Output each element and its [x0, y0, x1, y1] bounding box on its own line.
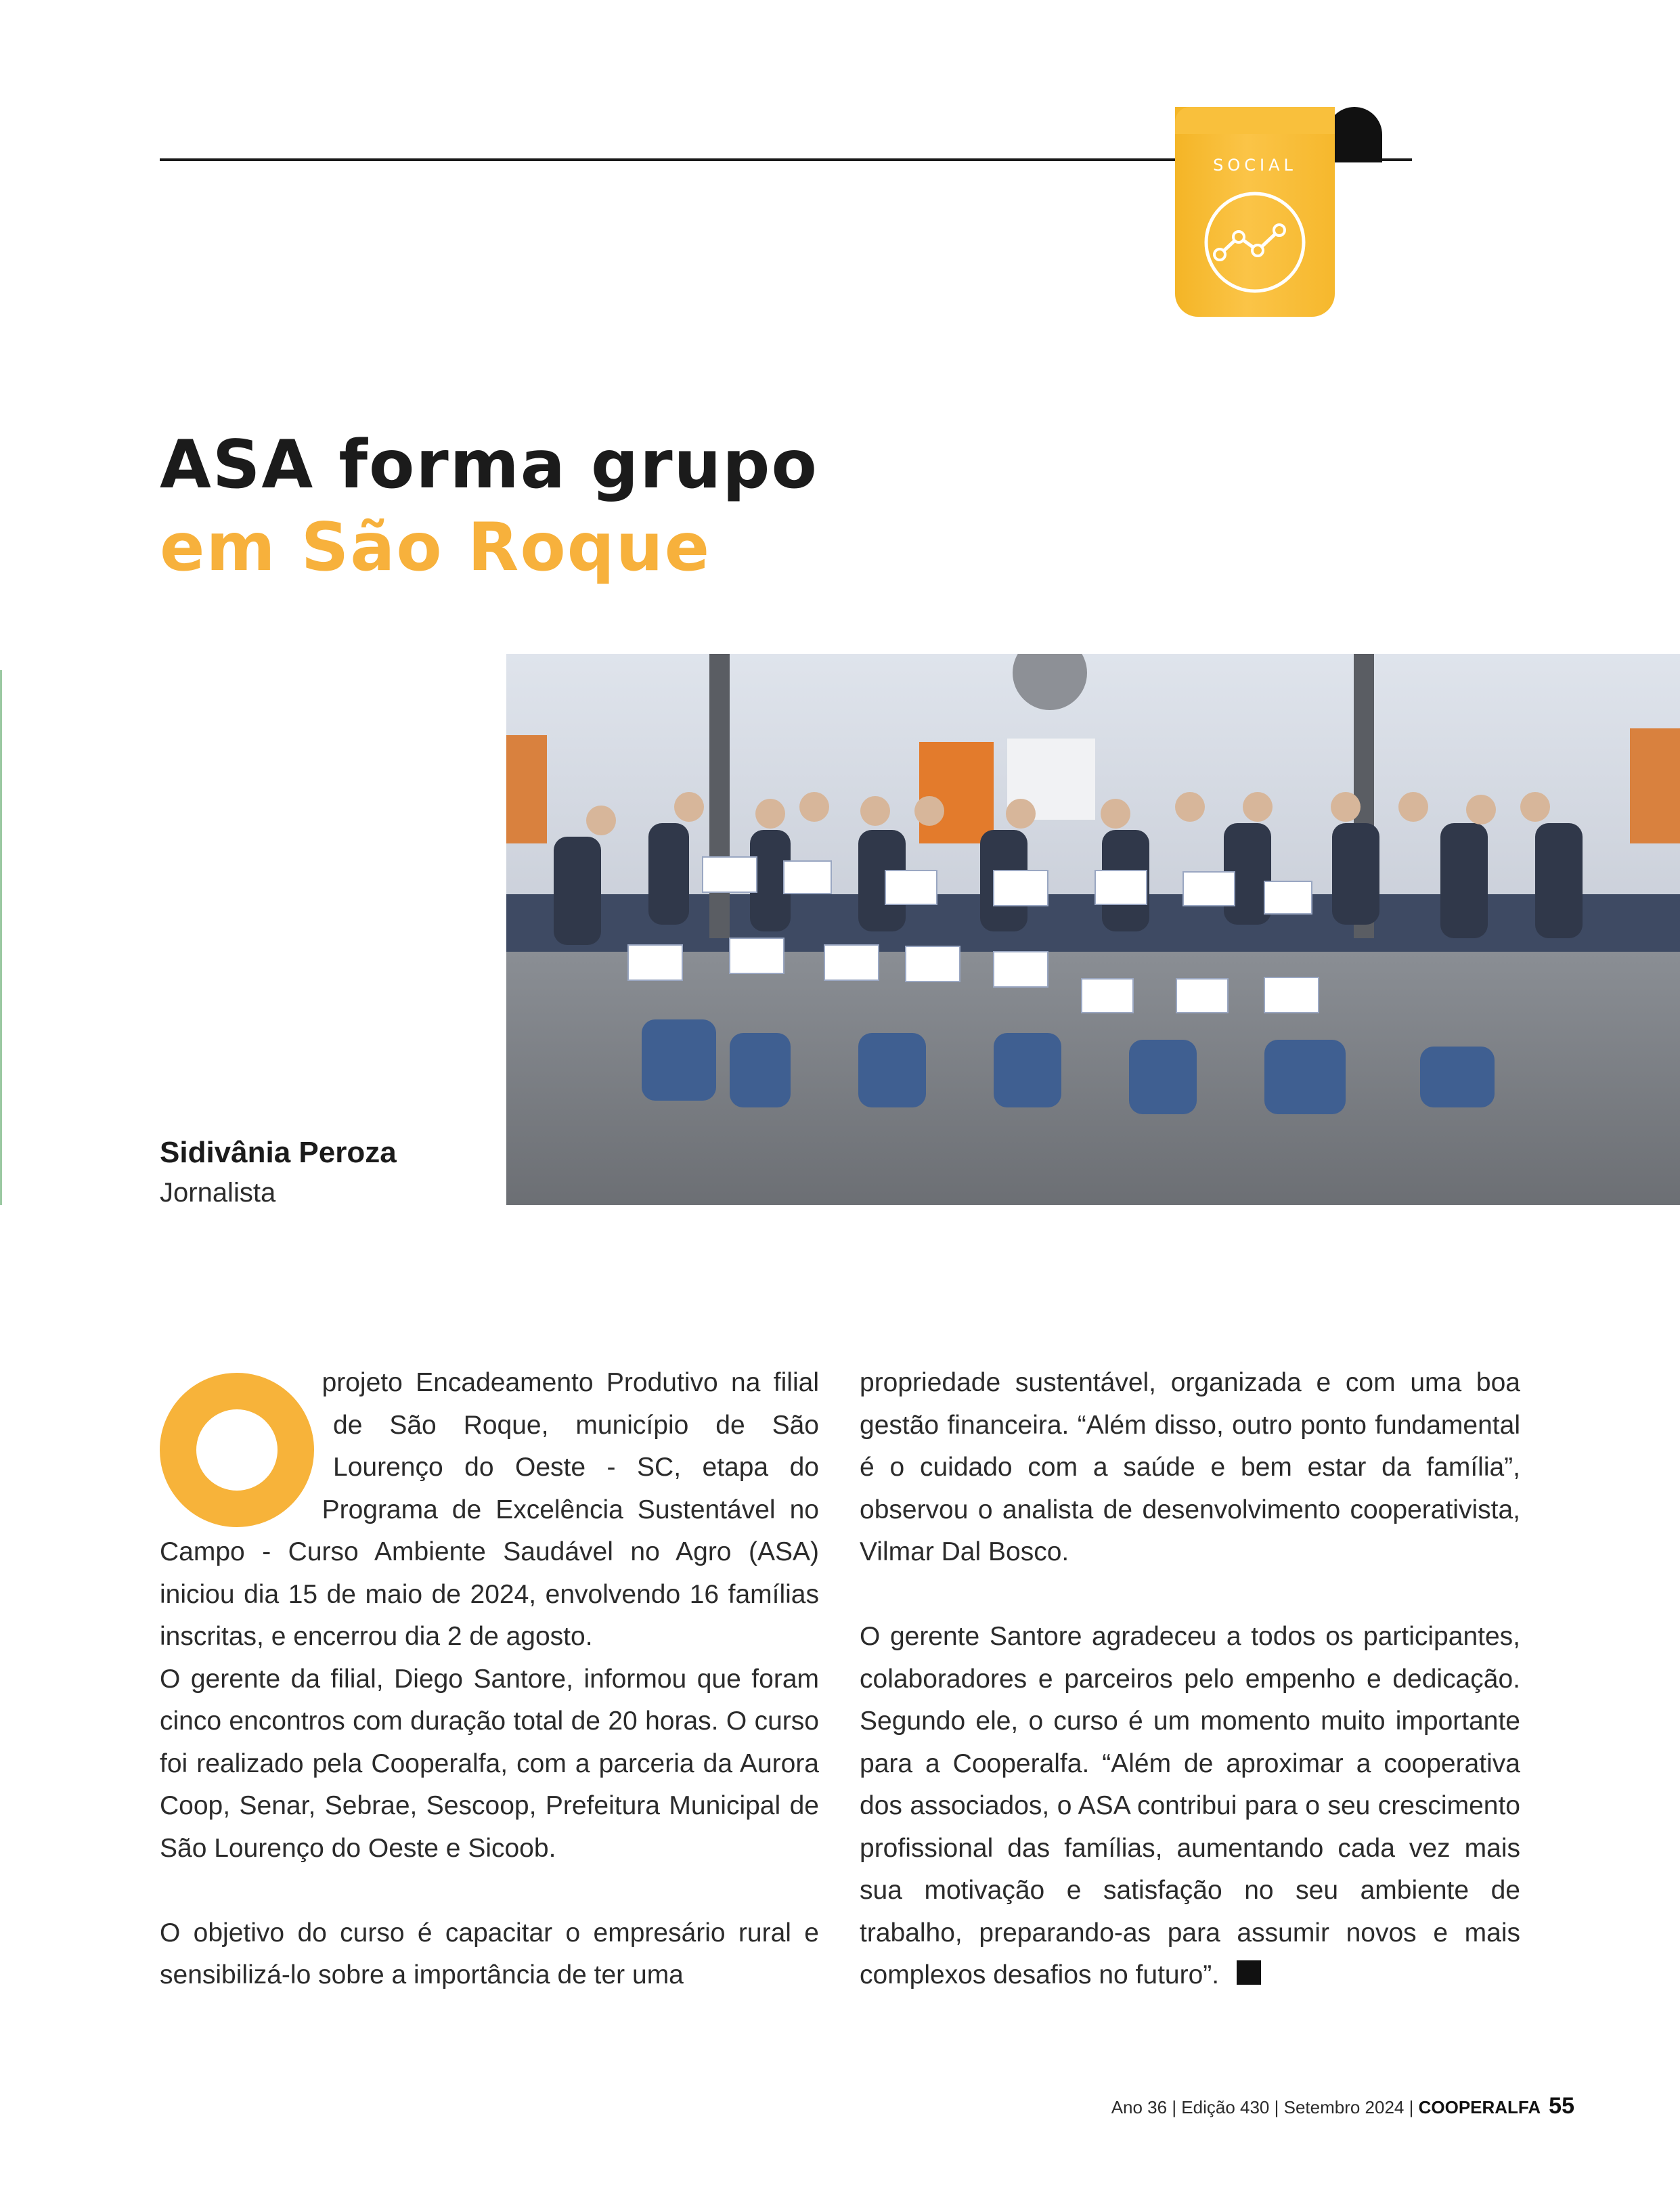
headline-line-2: em São Roque	[160, 509, 711, 586]
brand-name: COOPERALFA	[1418, 2097, 1541, 2117]
article-paragraph: propriedade sustentável, organizada e com uma boa gestão financeira. “Além disso, outro ponto fundamental é o cuidado com a saúde e bem estar da família”, observou o analista de desenvolvimento cooperativista, Vilmar Dal Bosco.	[860, 1368, 1520, 1566]
article-column-1	[160, 1362, 819, 1997]
byline-role: Jornalista	[160, 1178, 276, 1208]
badge-curl	[1327, 107, 1382, 162]
article-paragraph: O objetivo do curso é capacitar o empresário rural e sensibilizá-lo sobre a importância de ter uma	[160, 1918, 819, 1989]
section-label: SOCIAL	[1213, 156, 1297, 175]
byline-author: Sidivânia Peroza	[160, 1136, 397, 1169]
article-column-2	[860, 1362, 1520, 1997]
group-photo	[506, 654, 1680, 1205]
dropcap-letter	[160, 1373, 314, 1527]
article-paragraph-text: O gerente Santore agradeceu a todos os participantes, colaboradores e parceiros pelo empenho e dedicação. Segundo ele, o curso é um momento muito importante para a Cooperalfa. “Além de aproximar a cooperativa dos associados, o ASA contribui para o seu crescimento profissional das famílias, aumentando cada vez mais sua motivação e satisfação no seu ambiente de trabalho, preparando-as para assumir novos e mais complexos desafios no futuro”.	[860, 1622, 1520, 1989]
page-footer	[1111, 2093, 1574, 2119]
group-photo-icon	[506, 654, 1680, 1205]
issue-info: Ano 36 | Edição 430 | Setembro 2024 |	[1111, 2097, 1419, 2117]
section-badge	[1175, 107, 1335, 317]
article-paragraph: O gerente da filial, Diego Santore, informou que foram cinco encontros com duração total de 20 horas. O curso foi realizado pela Cooperalfa, com a parceria da Aurora Coop, Senar, Sebrae, Sescoop, Prefeitura Municipal de São Lourenço do Oeste e Sicoob.	[160, 1664, 819, 1863]
end-of-article-mark	[1237, 1960, 1261, 1985]
headline-line-1: ASA forma grupo	[160, 426, 818, 504]
article-paragraph: projeto Encadeamento Produtivo na filial de São Roque, município de São Lourenço do Oeste - SC, etapa do Programa de Excelência Sustentável no Campo - Curso Ambiente Saudável no Agro (ASA) iniciou dia 15 de maio de 2024, envolvendo 16 famílias inscritas, e encerrou dia 2 de agosto.	[160, 1368, 819, 1651]
growth-chart-icon	[1201, 188, 1309, 296]
page-number: 55	[1549, 2093, 1574, 2119]
article-paragraph	[860, 1616, 1520, 1997]
page-edge-marker	[0, 670, 2, 1205]
